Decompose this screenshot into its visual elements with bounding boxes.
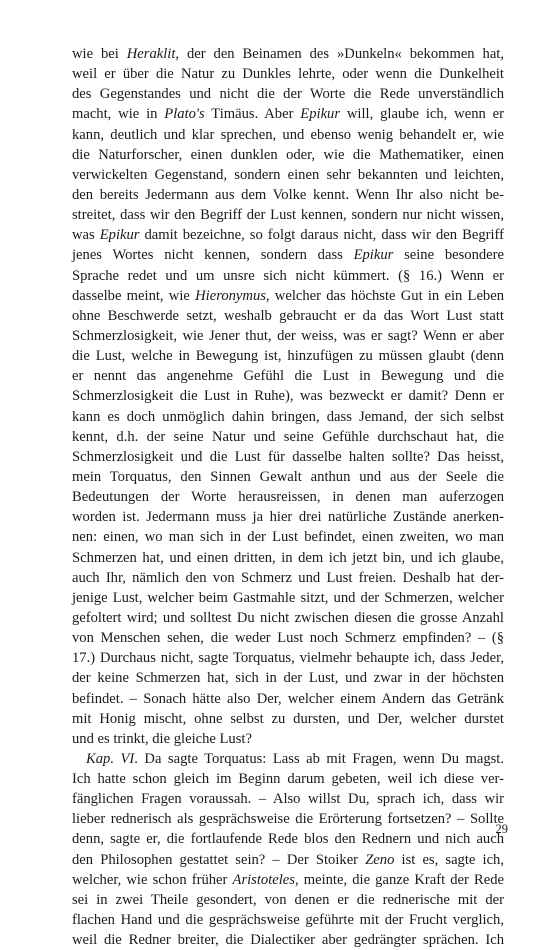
- text-line: nen: einen, wo man sich in der Lust befindet, einen zweiten, wo man: [72, 529, 504, 546]
- text-line: jenige Lust, welcher beim Gastmahle sitzt, und der Schmerzen, welcher: [72, 589, 504, 606]
- text-line: den bereits Jedermann aus dem Volke kennt. Wenn Ihr also nicht be-: [72, 186, 504, 203]
- text-line: macht, wie in Plato's Timäus. Aber Epikur will, glaube ich, wenn er: [72, 106, 504, 123]
- text-line: dasselbe meint, wie Hieronymus, welcher das höchste Gut in ein Leben: [72, 287, 505, 304]
- text-line: mein Torquatus, den Sinnen Gewalt anthun und aus der Seele die: [72, 468, 504, 485]
- text-line: Kap. VI. Da sagte Torquatus: Lass ab mit Fragen, wenn Du magst.: [86, 750, 504, 767]
- text-line: flachen Hand und die gesprächsweise geführte mit der Frucht verglich,: [72, 912, 504, 929]
- text-line: kann es doch unmöglich dahin bringen, dass Jemand, der sich selbst: [72, 408, 504, 425]
- text-line: jenes Wortes nicht kennen, sondern dass Epikur seine besondere: [72, 247, 504, 264]
- page-body: [72, 44, 504, 950]
- text-line: auch Ihr, nämlich den von Schmerz und Lust freien. Deshalb hat der-: [72, 569, 504, 586]
- text-line: er nennt das angenehme Gefühl die Lust in Bewegung und die: [72, 368, 504, 385]
- text-line: gefoltert wird; und solltest Du nicht zwischen diesen die grosse Anzahl: [72, 609, 504, 626]
- text-line: kann, deutlich und klar sprechen, und ebenso wenig behandelt er, wie: [72, 126, 504, 143]
- paragraph: [72, 44, 504, 749]
- text-line: Ich hatte schon gleich im Beginn darum gebeten, weil ich diese ver-: [72, 771, 504, 788]
- page-number: 29: [495, 822, 508, 836]
- text-line: der keine Schmerzen hat, sich in der Lust, und zwar in der höchsten: [72, 670, 504, 687]
- text-line: des Gegenstandes und nicht die der Worte die Rede unverständlich: [72, 86, 504, 103]
- text-line: weil er über die Natur zu Dunkles lehrte, oder wenn die Dunkelheit: [72, 66, 504, 83]
- text-line: was Epikur damit bezeichne, so folgt daraus nicht, dass wir den Begriff: [72, 227, 504, 244]
- text-line: die Naturforscher, einen dunklen oder, wie die Mathematiker, einen: [72, 146, 504, 163]
- text-line: Schmerzlosigkeit, wie Jener thut, der weiss, was er sagt? Wenn er aber: [72, 327, 504, 344]
- text-line: ohne Beschwerde setzt, weshalb gebraucht er da das Wort Lust statt: [72, 307, 504, 324]
- text-line: Sprache redet und um unsre sich nicht kümmert. (§ 16.) Wenn er: [72, 267, 504, 284]
- text-line: kennt, d.h. der seine Natur und seine Gefühle durchschaut hat, die: [72, 428, 504, 445]
- text-line: welcher, wie schon früher Aristoteles, meinte, die ganze Kraft der Rede: [72, 871, 504, 888]
- text-line: befindet. – Sonach hätte also Der, welcher einem Andern das Getränk: [72, 690, 504, 707]
- text-line: denn, sagte er, die fortlaufende Rede blos den Rednern und nich auch: [72, 831, 504, 848]
- paragraph: [72, 749, 504, 950]
- text-line: von Menschen sehen, die weder Lust noch Schmerz empfinden? – (§: [72, 630, 504, 647]
- text-line: weil die Redner breiter, die Dialectiker aber gedrängter sprächen. Ich: [72, 932, 504, 949]
- text-line: verwickelten Gegenstand, sondern einen sehr bekannten und leichten,: [72, 166, 504, 183]
- text-line: Schmerzlosigkeit die Lust in Ruhe), was bezweckt er damit? Denn er: [72, 388, 504, 405]
- text-line: fänglichen Fragen voraussah. – Also willst Du, sprach ich, dass wir: [72, 791, 504, 808]
- text-line: Schmerzlosigkeit und die Lust für dasselbe halten sollte? Das heisst,: [72, 448, 504, 465]
- text-line: die Lust, welche in Bewegung ist, hinzufügen zu müssen glaubt (denn: [72, 348, 504, 365]
- text-line: Schmerzen hat, und einen dritten, in dem ich jetzt bin, und ich glaube,: [72, 549, 504, 566]
- text-line: sei in zwei Theile gesondert, von denen er die rednerische mit der: [72, 891, 504, 908]
- text-line: Bedeutungen der Worte herausreissen, in denen man auferzogen: [72, 489, 504, 506]
- text-line: wie bei Heraklit, der den Beinamen des »Dunkeln« bekommen hat,: [72, 46, 504, 62]
- text-line: streitet, dass wir den Begriff der Lust kennen, sondern nur nicht wissen,: [72, 207, 504, 224]
- text-line: und es trinkt, die gleiche Lust?: [72, 730, 252, 747]
- text-line: den Philosophen gestattet sein? – Der Stoiker Zeno ist es, sagte ich,: [72, 851, 505, 868]
- text-line: lieber rednerisch als gesprächsweise die Erörterung fortsetzen? – Sollte: [72, 811, 504, 828]
- text-line: 17.) Durchaus nicht, sagte Torquatus, vielmehr behaupte ich, dass Jeder,: [72, 650, 504, 667]
- text-line: worden ist. Jedermann muss ja hier drei natürliche Zustände anerken-: [72, 509, 504, 526]
- text-line: mit Honig mischt, ohne selbst zu dursten, und Der, welcher durstet: [72, 710, 504, 727]
